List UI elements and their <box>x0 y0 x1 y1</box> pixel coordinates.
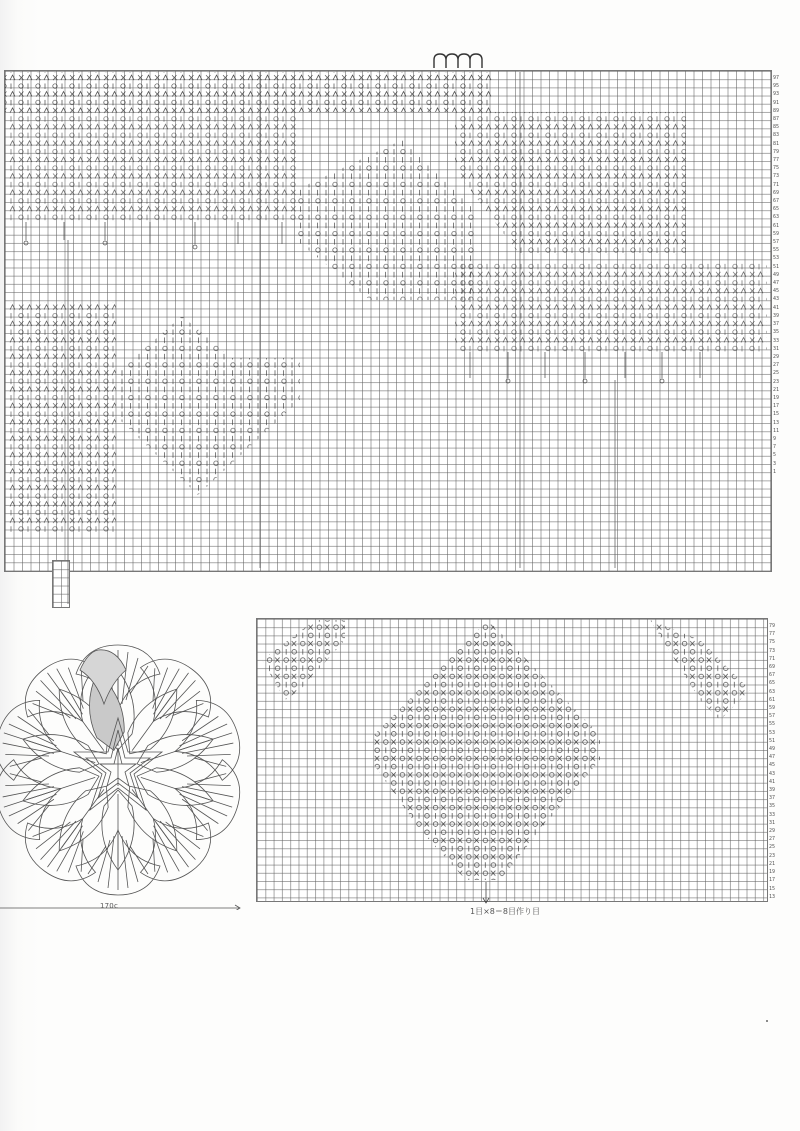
row-number: 45 <box>769 762 776 769</box>
row-number: 19 <box>773 394 780 401</box>
row-number: 31 <box>769 819 776 826</box>
row-number: 69 <box>773 189 780 196</box>
row-number: 93 <box>773 91 780 98</box>
row-number: 27 <box>769 836 776 843</box>
row-number: 65 <box>769 680 776 687</box>
row-number: 79 <box>773 148 780 155</box>
row-number: 1 <box>773 468 777 475</box>
row-number: 33 <box>769 811 776 818</box>
row-number: 7 <box>773 444 777 451</box>
row-number: 77 <box>773 157 780 164</box>
row-number: 95 <box>773 83 780 90</box>
row-number: 21 <box>769 860 776 867</box>
row-number: 39 <box>769 787 776 794</box>
row-number: 55 <box>773 247 780 254</box>
row-number: 51 <box>769 737 776 744</box>
row-number: 57 <box>769 713 776 720</box>
row-number: 43 <box>773 296 780 303</box>
row-number: 29 <box>769 828 776 835</box>
row-number: 15 <box>769 885 776 892</box>
row-number: 59 <box>769 705 776 712</box>
row-number: 31 <box>773 345 780 352</box>
cast-on-note: 1目×8＝8目作り目 <box>470 907 540 916</box>
row-number: 67 <box>773 198 780 205</box>
row-number: 49 <box>773 271 780 278</box>
row-number: 51 <box>773 263 780 270</box>
row-number: 11 <box>773 427 780 434</box>
row-number: 53 <box>769 729 776 736</box>
row-number: 17 <box>773 403 780 410</box>
row-number: 41 <box>769 778 776 785</box>
row-number: 21 <box>773 386 780 393</box>
row-number: 91 <box>773 99 780 106</box>
row-number: 25 <box>769 844 776 851</box>
row-number: 53 <box>773 255 780 262</box>
doily-width-label: 170c <box>100 902 119 910</box>
row-number: 97 <box>773 75 780 81</box>
row-number: 69 <box>769 664 776 671</box>
row-number: 15 <box>773 411 780 418</box>
row-number: 23 <box>773 378 780 385</box>
row-number: 61 <box>769 696 776 703</box>
row-number: 87 <box>773 116 780 123</box>
row-number: 79 <box>769 623 776 629</box>
row-number: 19 <box>769 869 776 876</box>
row-number: 41 <box>773 304 780 311</box>
row-number: 49 <box>769 746 776 753</box>
row-number: 89 <box>773 107 780 114</box>
row-number: 45 <box>773 288 780 295</box>
row-number: 35 <box>769 803 776 810</box>
row-number: 27 <box>773 362 780 369</box>
row-number: 47 <box>769 754 776 761</box>
row-number: 67 <box>769 672 776 679</box>
row-number: 55 <box>769 721 776 728</box>
row-number: 3 <box>773 460 777 467</box>
row-number: 25 <box>773 370 780 377</box>
row-number: 63 <box>769 688 776 695</box>
row-number: 83 <box>773 132 780 139</box>
row-number: 37 <box>773 321 780 328</box>
row-number: 9 <box>773 435 777 442</box>
bottom-chart-row-numbers <box>769 622 775 901</box>
row-number: 81 <box>773 140 780 147</box>
row-number: 29 <box>773 353 780 360</box>
speck <box>766 1020 768 1022</box>
row-number: 75 <box>769 639 776 646</box>
row-number: 75 <box>773 165 780 172</box>
row-number: 33 <box>773 337 780 344</box>
row-number: 71 <box>773 181 780 188</box>
row-number: 13 <box>773 419 780 426</box>
row-number: 85 <box>773 124 780 131</box>
row-number: 23 <box>769 852 776 859</box>
row-number: 57 <box>773 239 780 246</box>
row-number: 65 <box>773 206 780 213</box>
row-number: 35 <box>773 329 780 336</box>
row-number: 47 <box>773 280 780 287</box>
row-number: 77 <box>769 631 776 638</box>
row-number: 13 <box>769 893 776 900</box>
row-number: 73 <box>769 647 776 654</box>
row-number: 39 <box>773 312 780 319</box>
row-number: 17 <box>769 877 776 884</box>
row-number: 61 <box>773 222 780 229</box>
row-number: 37 <box>769 795 776 802</box>
row-number: 63 <box>773 214 780 221</box>
row-number: 5 <box>773 452 777 459</box>
row-number: 43 <box>769 770 776 777</box>
row-number: 73 <box>773 173 780 180</box>
row-number: 71 <box>769 655 776 662</box>
row-number: 59 <box>773 230 780 237</box>
